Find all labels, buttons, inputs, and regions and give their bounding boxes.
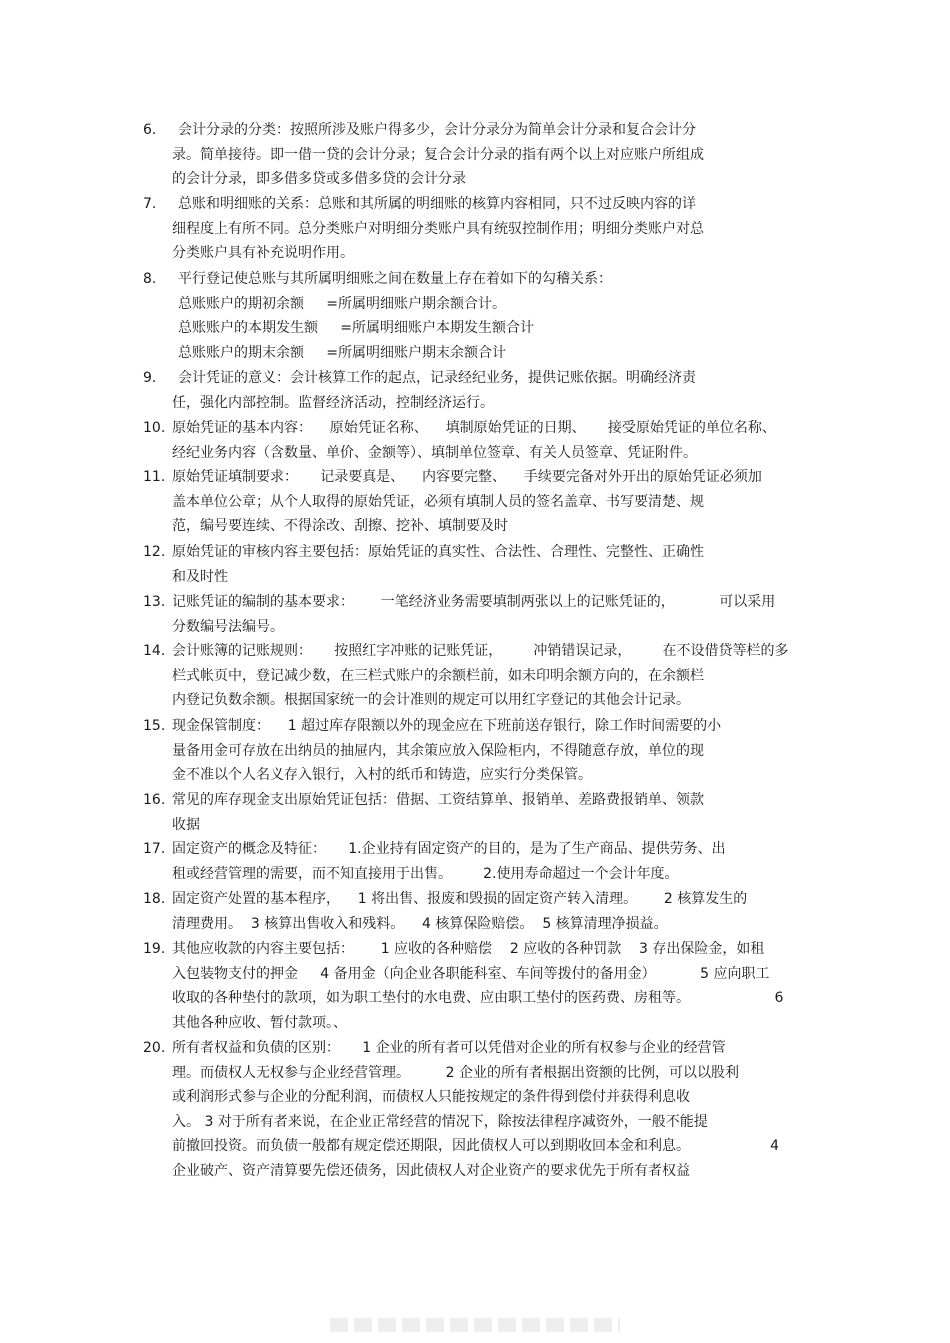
item-number: 17. <box>143 841 166 857</box>
item-text-line: 或利润形式参与企业的分配利润，而债权人只能按规定的条件得到偿付并获得利息收 <box>172 1089 690 1105</box>
item-text-line: 其他各种应收、暂付款项。、 <box>172 1014 347 1031</box>
item-text-line: 经纪业务内容（含数量、单价、金额等）、填制单位签章、有关人员签章、凭证附件。 <box>172 444 697 461</box>
item-text-line: 平行登记使总账与其所属明细账之间在数量上存在着如下的勾稽关系： <box>178 271 612 287</box>
item-text-line: 会计凭证的意义：会计核算工作的起点，记录经纪业务，提供记账依据。明确经济责 <box>178 370 696 386</box>
item-text-line: 的会计分录，即多借多贷或多借多贷的会计分录 <box>172 171 466 187</box>
item-text-line: 栏式帐页中，登记减少数，在三栏式账户的余额栏前，如未印明余额方向的，在余额栏 <box>172 667 704 684</box>
item-text-line: 细程度上有所不同。总分类账户对明细分类账户具有统驭控制作用；明细分类账户对总 <box>172 220 704 237</box>
item-number: 14. <box>143 643 166 659</box>
item-number: 8. <box>143 271 157 287</box>
item-text-line: 录。简单接待。即一借一贷的会计分录；复合会计分录的指有两个以上对应账户所组成 <box>172 146 704 163</box>
item-text-line: 入。 3 对于所有者来说，在企业正常经营的情况下，除按法律程序减资外，一般不能提 <box>172 1113 708 1130</box>
item-text-line: 所有者权益和负债的区别： 1 企业的所有者可以凭借对企业的所有权参与企业的经营管 <box>172 1040 726 1056</box>
item-text-line: 和及时性 <box>172 568 228 585</box>
item-text-line: 总账和明细账的关系：总账和其所属的明细账的核算内容相同，只不过反映内容的详 <box>178 196 696 212</box>
item-text-line: 收据 <box>172 816 200 833</box>
item-number: 19. <box>143 941 166 957</box>
item-text-line: 租或经营管理的需要，而不知直接用于出售。 2.使用寿命超过一个会计年度。 <box>172 865 679 882</box>
item-number: 20. <box>143 1040 166 1056</box>
item-text-line: 原始凭证的基本内容： 原始凭证名称、 填制原始凭证的日期、 接受原始凭证的单位名称、 <box>172 420 776 436</box>
item-text-line: 记账凭证的编制的基本要求： 一笔经济业务需要填制两张以上的记账凭证的， 可以采用 <box>172 594 776 610</box>
item-text-line: 原始凭证的审核内容主要包括：原始凭证的真实性、合法性、合理性、完整性、正确性 <box>172 544 704 560</box>
item-text-line: 任，强化内部控制。监督经济活动，控制经济运行。 <box>172 394 494 411</box>
item-text-line: 量备用金可存放在出纳员的抽屉内，其余策应放入保险柜内，不得随意存放，单位的现 <box>172 742 704 759</box>
item-number: 18. <box>143 891 166 907</box>
item-number: 7. <box>143 196 157 212</box>
item-text-line: 总账账户的期初余额 =所属明细账户期余额合计。 <box>178 295 506 312</box>
footer-blur <box>330 1318 620 1332</box>
item-text-line: 清理费用。 3 核算出售收入和残料。 4 核算保险赔偿。 5 核算清理净损益。 <box>172 915 668 932</box>
item-number: 12. <box>143 544 166 560</box>
item-text-line: 金不准以个人名义存入银行，入村的纸币和铸造，应实行分类保管。 <box>172 767 592 783</box>
item-text-line: 分数编号法编号。 <box>172 618 284 635</box>
item-text-line: 范，编号要连续、不得涂改、刮擦、挖补、填制要及时 <box>172 518 508 534</box>
item-text-line: 收取的各种垫付的款项，如为职工垫付的水电费、应由职工垫付的医药费、房租等。 6 <box>172 990 784 1006</box>
item-text-line: 固定资产的概念及特征： 1.企业持有固定资产的目的，是为了生产商品、提供劳务、出 <box>172 841 726 857</box>
item-text-line: 固定资产处置的基本程序， 1 将出售、报废和毁损的固定资产转入清理。 2 核算发生的 <box>172 891 748 907</box>
item-text-line: 会计账簿的记账规则： 按照红字冲账的记账凭证， 冲销错误记录， 在不设借贷等栏的多 <box>172 643 789 659</box>
item-text-line: 内登记负数余额。根据国家统一的会计准则的规定可以用红字登记的其他会计记录。 <box>172 692 690 708</box>
item-text-line: 企业破产、资产清算要先偿还债务，因此债权人对企业资产的要求优先于所有者权益 <box>172 1162 690 1179</box>
item-text-line: 常见的库存现金支出原始凭证包括：借据、工资结算单、报销单、差路费报销单、领款 <box>172 792 704 808</box>
item-number: 13. <box>143 594 166 610</box>
item-number: 10. <box>143 420 166 436</box>
item-text-line: 其他应收款的内容主要包括： 1 应收的各种赔偿 2 应收的各种罚款 3 存出保险金，如租 <box>172 941 765 957</box>
item-text-line: 会计分录的分类：按照所涉及账户得多少，会计分录分为简单会计分录和复合会计分 <box>178 122 696 138</box>
item-text-line: 入包装物支付的押金 4 备用金（向企业各职能科室、车间等拨付的备用金） 5 应向职工 <box>172 965 770 982</box>
item-text-line: 现金保管制度： 1 超过库存限额以外的现金应在下班前送存银行，除工作时间需要的小 <box>172 718 722 734</box>
item-number: 15. <box>143 718 166 734</box>
item-text-line: 原始凭证填制要求： 记录要真是、 内容要完整、 手续要完备对外开出的原始凭证必须加 <box>172 469 762 485</box>
item-text-line: 分类账户具有补充说明作用。 <box>172 245 354 261</box>
item-number: 16. <box>143 792 166 808</box>
item-number: 11. <box>143 469 166 485</box>
item-number: 9. <box>143 370 157 386</box>
item-text-line: 总账账户的本期发生额 =所属明细账户本期发生额合计 <box>178 320 534 336</box>
item-text-line: 总账账户的期末余额 =所属明细账户期末余额合计 <box>178 344 506 361</box>
item-number: 6. <box>143 122 157 138</box>
item-text-line: 盖本单位公章；从个人取得的原始凭证，必须有填制人员的签名盖章、书写要清楚、规 <box>172 493 704 510</box>
item-text-line: 理。而债权人无权参与企业经营管理。 2 企业的所有者根据出资额的比例，可以以股利 <box>172 1064 739 1081</box>
item-text-line: 前撤回投资。而负债一般都有规定偿还期限，因此债权人可以到期收回本金和利息。 4 <box>172 1138 780 1154</box>
